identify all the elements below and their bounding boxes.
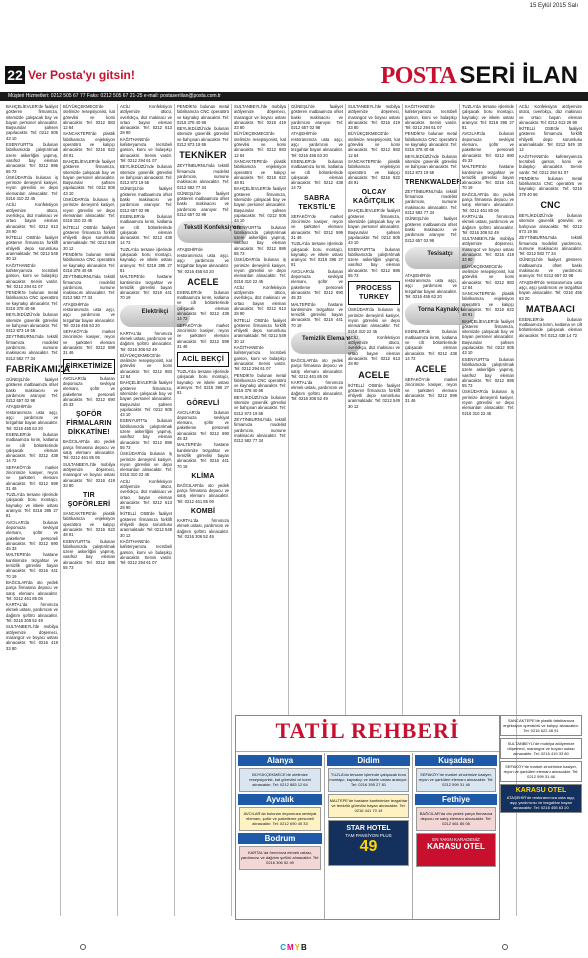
- ad-text: ESENYURT'ta bulunan fabrikamızda çalıştırılmak üzere askerliğini yapmış, vasıfsız bay eleman alınacaktır. Tel: 0212 886 55 73: [6, 142, 58, 174]
- tatil-column-3: [412, 753, 499, 919]
- ad-text: BEYLİKDÜZÜ'nde bulunan sitemize güvenlik görevlisi ve bahçıvan alınacaktır. Tel: 0212 873 19 55: [234, 394, 286, 416]
- ad-text: SULTANBEYLİ'de mobilya atölyemize döşemeci, marangoz ve boyacı ustası alınacaktır. Tel: 0216 419 33 80: [6, 624, 58, 651]
- ad-text: GÜNEŞLİ'de faaliyet gösteren matbaamıza ofset baskı makinacısı ve yardımcısı aranıyor. Tel: 0212 657 02 98: [6, 376, 58, 404]
- column-2: [63, 104, 115, 916]
- tekstil-badge: Tekstil Konfeksiyon: [177, 221, 247, 243]
- column-divider: [231, 104, 232, 916]
- ad-text: PENDİK'te bulunan metal fabrikamıza CNC operatörü ve kaynakçı alınacaktır. Tel: 0216 378 40 66: [519, 175, 582, 197]
- ad-text: ATAŞEHİR'de restoranımıza usta aşçı, aşçı yardımcısı ve tezgahtar bayan alınacaktır. Tel: 0216 455 63 20: [6, 404, 58, 431]
- ad-text: SEFAKÖY'de market zincirimize kasiyer, reyon ve şarküteri elemanı alınacaktır. Tel: 0212 599 31 46: [63, 329, 115, 356]
- ad-text: ESENYURT'ta bulunan fabrikamızda çalıştırılmak üzere askerliğini yapmış, vasıfsız bay eleman alınacaktır. Tel: 0212 886 55 73: [120, 418, 172, 450]
- category-heading: PROCESS TURKEY: [348, 281, 400, 305]
- star-hotel-note: TAM PANSİYON PLUS: [345, 833, 392, 838]
- hotel-ad: MALTEPE'de hastane kantinimize tezgahtar ve temizlik görevlisi bayan alınacaktır. Tel: 0216 441 70 19: [328, 794, 409, 818]
- ad-text: AVCILAR'da bulunan depomuza sevkiyat elemanı, şoför ve paketleme personeli alınacaktır. Tel: 0212 690 45 33: [177, 409, 229, 442]
- city-label: Fethiye: [415, 794, 497, 805]
- ad-text: KARTAL'da fırınımıza ekmek ustası, yardımcısı ve dağıtım şoförü alınacaktır. Tel: 0216 306 52 49: [6, 602, 58, 624]
- tatil-column-1: [236, 753, 324, 919]
- ad-text: İKİTELLİ OSB'de faaliyet gösteren firmamıza forklift ehliyetli depo sorumlusu aranmaktadır. Tel: 0212 549 30 12: [6, 235, 58, 262]
- cmyk-k-icon: B: [301, 943, 308, 952]
- right-ad: [500, 784, 582, 813]
- ad-text: AVCILAR'da bulunan depomuza sevkiyat elemanı, şoför ve paketleme personeli alınacaktır. Tel: 0212 690 45 33: [462, 131, 514, 163]
- ad-text: BEYLİKDÜZÜ'nde bulunan sitemize güvenlik görevlisi ve bahçıvan alınacaktır. Tel: 0212 873 19 55: [177, 126, 229, 148]
- ad-text: SULTANBEYLİ'de mobilya atölyemize döşemeci, marangoz ve boyacı ustası alınacaktır. Tel: 0216 419 33 80: [348, 104, 400, 131]
- right-ad: [500, 761, 582, 782]
- ad-text: İKİTELLİ OSB'de faaliyet gösteren firmamıza forklift ehliyetli depo sorumlusu aranmaktadır. Tel: 0212 549 30 12: [120, 511, 172, 538]
- ad-text: ZEYTİNBURNU'nda tekstil firmamıza modelist yardımcısı, numune makinacısı alınacaktır. Tel: 0212 582 77 34: [63, 274, 115, 301]
- ad-text: MALTEPE'de hastane kantinimize tezgahtar ve temizlik görevlisi bayan alınacaktır. Tel: 0216 441 70 19: [177, 442, 229, 469]
- category-heading: ACİL BEKÇİ: [177, 352, 229, 367]
- ad-text: ESENLER'de bulunan matbaamıza kırım, katlama ve cilt bölümlerinde çalışacak eleman alınacaktır. Tel: 0212 438 14 72: [177, 289, 229, 322]
- hotel-ad: BÜYÜKÇEKMECE'de otelimize resepsiyonist, kat görevlisi ve komi alınacaktır. Tel: 0212 883 12 64: [239, 768, 321, 792]
- column-4: [177, 104, 241, 916]
- ad-text: MALTEPE'de hastane kantinimize tezgahtar ve temizlik görevlisi bayan alınacaktır. Tel: 0216 441 70 19: [6, 552, 58, 579]
- ad-text: İKİTELLİ OSB'de faaliyet gösteren firmamıza forklift ehliyetli depo sorumlusu aranmaktadır. Tel: 0212 549 30 12: [234, 317, 286, 344]
- city-label: Kuşadası: [415, 755, 497, 766]
- right-ad: [500, 715, 582, 736]
- ad-text: SANCAKTEPE'de plastik fabrikamıza enjeksiyon operatörü ve kalıpçı alınacaktır. Tel: 0216 622 48 91: [462, 291, 514, 318]
- ad-text: BAHÇELİEVLER'de faaliyet gösteren firmamıza, sitemizde çalışacak bay ve bayan personel alınacaktır. Başvurular şahsen yapılacaktır. Tel: 0212 505 43 10: [348, 208, 400, 246]
- tagline: Ver Posta'yı gitsin!: [28, 68, 135, 82]
- category-heading: ACELE: [415, 364, 447, 375]
- ad-text: BAĞCILAR'da oto yedek parça firmasına depocu ve satış elemanı alınacaktır. Tel: 0212 461 85 06: [6, 579, 58, 601]
- ad-text: ACİL! Konfeksiyon atölyemize ütücü, overlokçu, düz makinacı ve ortacı bayan eleman alınacaktır. Tel: 0212 613 28 90: [234, 284, 286, 317]
- page-number: 22: [5, 66, 25, 84]
- tatil-column-2: [324, 753, 412, 919]
- ad-text: KAĞITHANE'de kafeteryamıza tecrübeli garson, komi ve bulaşıkçı alınacaktır. Servis vardır. Tel: 0212 294 61 07: [519, 153, 582, 175]
- right-ad-text: SEFAKÖY'de market zincirimize kasiyer, reyon ve şarküteri elemanı alınacaktır. Tel: 0212 599 31 46: [503, 764, 579, 779]
- ad-text: ESENLER'de bulunan matbaamıza kırım, katlama ve cilt bölümlerinde çalışacak eleman alınacaktır. Tel: 0212 438 14 72: [519, 316, 582, 338]
- ad-text: AVCILAR'da bulunan depomuza sevkiyat elemanı, şoför ve paketleme personeli alınacaktır. Tel: 0212 690 45 33: [63, 375, 115, 408]
- logo-posta: POSTA: [380, 63, 457, 89]
- ad-text: ÜSKÜDAR'da bulunan iş yerimize deneyimli kasiyer, reyon görevlisi ve depo elemanları alınacaktır. Tel: 0216 310 22 45: [348, 307, 400, 334]
- ad-text: BÜYÜKÇEKMECE'de otelimize resepsiyonist, kat görevlisi ve komi alınacaktır. Tel: 0212 883 12 64: [462, 263, 514, 290]
- category-heading: CNC: [540, 200, 561, 211]
- ad-text: PENDİK'te bulunan metal fabrikamıza CNC operatörü ve kaynakçı alınacaktır. Tel: 0216 378 40 66: [234, 372, 286, 394]
- ad-text: ÜSKÜDAR'da bulunan iş yerimize deneyimli kasiyer, reyon görevlisi ve depo elemanları alınacaktır. Tel: 0216 310 22 45: [6, 174, 58, 202]
- hotel-ad: AVCILAR'da bulunan depomuza sevkiyat elemanı, şoför ve paketleme personeli alınacaktır. Tel: 0212 690 45 33: [239, 807, 321, 831]
- ad-text: ESENYURT'ta bulunan fabrikamızda çalıştırılmak üzere askerliğini yapmış, vasıfsız bay eleman alınacaktır. Tel: 0212 886 55 73: [348, 246, 400, 279]
- tatil-header: [236, 716, 499, 752]
- ad-text: GÜNEŞLİ'de faaliyet gösteren matbaamıza ofset baskı makinacısı ve yardımcısı aranıyor. Tel: 0212 657 02 98: [405, 216, 457, 243]
- city-label: Bodrum: [238, 833, 322, 844]
- ad-text: ZEYTİNBURNU'nda tekstil firmamıza modelist yardımcısı, numune makinacısı alınacaktır. Tel: 0212 582 77 34: [177, 163, 229, 190]
- ad-text: BÜYÜKÇEKMECE'de otelimize resepsiyonist, kat görevlisi ve komi alınacaktır. Tel: 0212 883 12 64: [348, 131, 400, 158]
- ad-text: KAĞITHANE'de kafeteryamıza tecrübeli garson, komi ve bulaşıkçı alınacaktır. Servis vardır. Tel: 0212 294 61 07: [120, 538, 172, 566]
- city-label: Didim: [327, 755, 410, 766]
- tatil-rehberi-block: [235, 715, 500, 920]
- ad-text: KARTAL'da fırınımıza ekmek ustası, yardımcısı ve dağıtım şoförü alınacaktır. Tel: 0216 306 52 49: [177, 518, 229, 539]
- ad-text: ESENYURT'ta bulunan fabrikamızda çalıştırılmak üzere askerliğini yapmış, vasıfsız bay eleman alınacaktır. Tel: 0212 886 55 73: [234, 224, 286, 257]
- ad-text: GÜNEŞLİ'de faaliyet gösteren matbaamıza ofset baskı makinacısı ve yardımcısı aranıyor. Tel: 0212 657 02 98: [120, 186, 172, 213]
- ad-text: İKİTELLİ OSB'de faaliyet gösteren firmamıza forklift ehliyetli depo sorumlusu aranmaktadır. Tel: 0212 549 30 12: [348, 382, 400, 409]
- ad-text: KARTAL'da fırınımıza ekmek ustası, yardımcısı ve dağıtım şoförü alınacaktır. Tel: 0216 306 52 49: [120, 330, 172, 352]
- star-hotel-price: 49: [359, 838, 378, 855]
- column-3: [120, 104, 172, 916]
- print-footer: [0, 936, 588, 958]
- right-ad-stack: [500, 715, 582, 920]
- ad-text: BAĞCILAR'da oto yedek parça firmasına depocu ve satış elemanı alınacaktır. Tel: 0212 461 85 06: [63, 439, 115, 461]
- ad-text: BAĞCILAR'da oto yedek parça firmasına depocu ve satış elemanı alınacaktır. Tel: 0212 461 85 06: [291, 357, 343, 379]
- ad-text: BÜYÜKÇEKMECE'de otelimize resepsiyonist, kat görevlisi ve komi alınacaktır. Tel: 0212 883 12 64: [120, 352, 172, 380]
- right-ad-text: SANCAKTEPE'de plastik fabrikamıza enjeksiyon operatörü ve kalıpçı alınacaktır. Tel: 0216 622 48 91: [503, 718, 579, 733]
- tesisatci-badge: Tesisatçı: [405, 247, 475, 269]
- category-heading: GÖREVLİ: [186, 399, 220, 407]
- hotel-ad: BAĞCILAR'da oto yedek parça firmasına depocu ve satış elemanı alınacaktır. Tel: 0212 461 85 06: [416, 807, 496, 831]
- ad-text: ZEYTİNBURNU'nda tekstil firmamıza modelist yardımcısı, numune makinacısı alınacaktır. Tel: 0212 582 77 34: [6, 334, 58, 361]
- ad-text: ESENYURT'ta bulunan fabrikamızda çalıştırılmak üzere askerliğini yapmış, vasıfsız bay eleman alınacaktır. Tel: 0212 886 55 73: [63, 538, 115, 571]
- ad-text: MALTEPE'de hastane kantinimize tezgahtar ve temizlik görevlisi bayan alınacaktır. Tel: 0216 441 70 19: [291, 301, 343, 328]
- ad-text: SANCAKTEPE'de plastik fabrikamıza enjeksiyon operatörü ve kalıpçı alınacaktır. Tel: 0216 622 48 91: [63, 131, 115, 158]
- ad-text: ESENYURT'ta bulunan fabrikamızda çalıştırılmak üzere askerliğini yapmış, vasıfsız bay eleman alınacaktır. Tel: 0212 886 55 73: [462, 356, 514, 389]
- ad-text: TUZLA'da tersane işlerinde çalışacak boru montajcı, kaynakçı ve iskele ustası aranıyor. Tel: 0216 395 27 81: [291, 241, 343, 268]
- ad-text: ESENLER'de bulunan matbaamıza kırım, katlama ve cilt bölümlerinde çalışacak eleman alınacaktır. Tel: 0212 438 14 72: [291, 158, 343, 191]
- cmyk-mark: [280, 943, 308, 952]
- ad-text: SANCAKTEPE'de plastik fabrikamıza enjeksiyon operatörü ve kalıpçı alınacaktır. Tel: 0216 622 48 91: [234, 158, 286, 186]
- ad-text: İKİTELLİ OSB'de faaliyet gösteren firmamıza forklift ehliyetli depo sorumlusu aranmaktadır. Tel: 0212 549 30 12: [519, 126, 582, 153]
- column-divider: [60, 104, 61, 916]
- cmyk-y-icon: Y: [294, 943, 302, 952]
- ad-text: ÜSKÜDAR'da bulunan iş yerimize deneyimli kasiyer, reyon görevlisi ve depo elemanları alınacaktır. Tel: 0216 310 22 45: [462, 389, 514, 416]
- ad-text: MALTEPE'de hastane kantinimize tezgahtar ve temizlik görevlisi bayan alınacaktır. Tel: 0216 441 70 19: [120, 274, 172, 301]
- ad-text: ACİL! Konfeksiyon atölyemize ütücü, overlokçu, düz makinacı ve ortacı bayan eleman alınacaktır. Tel: 0212 613 28 90: [120, 104, 172, 136]
- column-divider: [117, 104, 118, 916]
- ad-text: BEYLİKDÜZÜ'nde bulunan sitemize güvenlik görevlisi ve bahçıvan alınacaktır. Tel: 0212 873 19 55: [6, 312, 58, 334]
- hotel-ad: TUZLA'da tersane işlerinde çalışacak boru montajcı, kaynakçı ve iskele ustası aranıyor. Tel: 0216 395 27 81: [328, 768, 409, 792]
- karasu-otel-ad: [416, 833, 496, 867]
- ad-text: ZEYTİNBURNU'nda tekstil firmamıza modelist yardımcısı, numune makinacısı alınacaktır. Tel: 0212 582 77 34: [405, 188, 457, 216]
- ad-text: ATAŞEHİR'de restoranımıza usta aşçı, aşçı yardımcısı ve tezgahtar bayan alınacaktır. Tel: 0216 455 63 20: [405, 272, 457, 300]
- ad-text: SANCAKTEPE'de plastik fabrikamıza enjeksiyon operatörü ve kalıpçı alınacaktır. Tel: 0216 622 48 91: [63, 511, 115, 538]
- ad-text: ÜSKÜDAR'da bulunan iş yerimize deneyimli kasiyer, reyon görevlisi ve depo elemanları alınacaktır. Tel: 0216 310 22 45: [63, 197, 115, 224]
- cmyk-m-icon: M: [286, 943, 295, 952]
- ad-text: ATAŞEHİR'de restoranımıza usta aşçı, aşçı yardımcısı ve tezgahtar bayan alınacaktır. Tel: 0216 455 63 20: [63, 301, 115, 328]
- tatil-grid: [236, 753, 499, 919]
- column-1: [6, 104, 71, 916]
- category-heading: OLCAY KAĞITÇILIK: [352, 189, 396, 206]
- city-label: Alanya: [238, 755, 322, 766]
- star-hotel-ad: [328, 820, 409, 866]
- ad-text: BEYLİKDÜZÜ'nde bulunan sitemize güvenlik görevlisi ve bahçıvan alınacaktır. Tel: 0212 873 19 55: [405, 153, 457, 175]
- issue-date: 15 Eylül 2015 Salı: [529, 3, 578, 9]
- ad-text: ZEYTİNBURNU'nda tekstil firmamıza modelist yardımcısı, numune makinacısı alınacaktır. Tel: 0212 582 77 34: [234, 416, 286, 444]
- ad-text: ESENLER'de bulunan matbaamıza kırım, katlama ve cilt bölümlerinde çalışacak eleman alınacaktır. Tel: 0212 438 14 72: [120, 213, 172, 246]
- ad-text: ACİL! Konfeksiyon atölyemize ütücü, overlokçu, düz makinacı ve ortacı bayan eleman alınacaktır. Tel: 0212 613 28 90: [6, 202, 58, 234]
- category-heading: ACELE: [187, 276, 219, 287]
- city-label: Ayvalık: [238, 794, 322, 805]
- ad-text: AVCILAR'da bulunan depomuza sevkiyat elemanı, şoför ve paketleme personeli alınacaktır. Tel: 0212 690 45 33: [291, 268, 343, 301]
- ad-text: BÜYÜKÇEKMECE'de otelimize resepsiyonist, kat görevlisi ve komi alınacaktır. Tel: 0212 883 12 64: [63, 104, 115, 131]
- category-heading: KOMBİ: [190, 508, 216, 516]
- ad-text: GÜNEŞLİ'de faaliyet gösteren matbaamıza ofset baskı makinacısı ve yardımcısı aranıyor. Tel: 0212 657 02 98: [519, 257, 582, 279]
- contact-bar: Müşteri Hizmetleri: 0212 505 67 77 Faks: 0212 505 67 21-25 e-mail: postaseriilan@posta.com.tr: [0, 92, 588, 101]
- category-heading: TEKNİKER: [179, 150, 227, 161]
- ad-text: ATAŞEHİR'de restoranımıza usta aşçı, aşçı yardımcısı ve tezgahtar bayan alınacaktır. Tel: 0216 455 63 20: [291, 131, 343, 158]
- ad-text: ESENLER'de bulunan matbaamıza kırım, katlama ve cilt bölümlerinde çalışacak eleman alınacaktır. Tel: 0212 438 14 72: [405, 329, 457, 361]
- torna-badge: Torna Kaynakçı: [405, 303, 475, 325]
- ad-text: KAĞITHANE'de kafeteryamıza tecrübeli garson, komi ve bulaşıkçı alınacaktır. Servis vardır. Tel: 0212 294 61 07: [120, 136, 172, 163]
- ad-text: KARTAL'da fırınımıza ekmek ustası, yardımcısı ve dağıtım şoförü alınacaktır. Tel: 0216 306 52 49: [462, 213, 514, 235]
- ad-text: KARTAL'da fırınımıza ekmek ustası, yardımcısı ve dağıtım şoförü alınacaktır. Tel: 0216 306 52 49: [291, 380, 343, 402]
- ad-text: KAĞITHANE'de kafeteryamıza tecrübeli garson, komi ve bulaşıkçı alınacaktır. Servis vardır. Tel: 0212 294 61 07: [6, 262, 58, 289]
- right-ad-text: ATAŞEHİR'de restoranımıza usta aşçı, aşçı yardımcısı ve tezgahtar bayan alınacaktır. Tel: 0216 455 63 20: [506, 795, 576, 810]
- newspaper-logo: [381, 62, 578, 90]
- ad-text: PENDİK'te bulunan metal fabrikamıza CNC operatörü ve kaynakçı alınacaktır. Tel: 0216 378 40 66: [6, 290, 58, 311]
- category-heading: MATBAACI: [526, 303, 575, 314]
- ad-text: PENDİK'te bulunan metal fabrikamıza CNC operatörü ve kaynakçı alınacaktır. Tel: 0216 378 40 66: [63, 252, 115, 273]
- category-heading: KLİMA: [191, 472, 215, 480]
- hotel-ad: KARTAL'da fırınımıza ekmek ustası, yardımcısı ve dağıtım şoförü alınacaktır. Tel: 0216 306 52 49: [239, 846, 321, 870]
- karasu-name: KARASU OTEL: [427, 842, 485, 851]
- ad-text: BAĞCILAR'da oto yedek parça firmasına depocu ve satış elemanı alınacaktır. Tel: 0212 461 85 06: [462, 191, 514, 213]
- ad-text: AVCILAR'da bulunan depomuza sevkiyat elemanı, şoför ve paketleme personeli alınacaktır. Tel: 0212 690 45 33: [6, 519, 58, 552]
- category-heading: ACELE: [358, 369, 390, 380]
- ad-text: BAHÇELİEVLER'de faaliyet gösteren firmamıza, sitemizde çalışacak bay ve bayan personel alınacaktır. Başvurular şahsen yapılacaktır. Tel: 0212 505 43 10: [462, 318, 514, 356]
- category-heading: TRENKWALDER: [405, 178, 462, 186]
- registration-mark-icon: [80, 944, 86, 950]
- ad-text: ACİL! Konfeksiyon atölyemize ütücü, overlokçu, düz makinacı ve ortacı bayan eleman alınacaktır. Tel: 0212 613 28 90: [519, 104, 582, 125]
- category-heading: ŞİRKETİMİZE: [63, 359, 115, 374]
- ad-text: TUZLA'da tersane işlerinde çalışacak boru montajcı, kaynakçı ve iskele ustası aranıyor. Tel: 0216 395 27 81: [6, 492, 58, 519]
- ad-text: TUZLA'da tersane işlerinde çalışacak boru montajcı, kaynakçı ve iskele ustası aranıyor. Tel: 0216 395 27 81: [120, 246, 172, 273]
- ad-text: KAĞITHANE'de kafeteryamıza tecrübeli garson, komi ve bulaşıkçı alınacaktır. Servis vardır. Tel: 0212 294 61 07: [405, 104, 457, 131]
- ad-text: GÜNEŞLİ'de faaliyet gösteren matbaamıza ofset baskı makinacısı ve yardımcısı aranıyor. Tel: 0212 657 02 98: [291, 104, 343, 131]
- column-divider: [174, 104, 175, 916]
- ad-text: SEFAKÖY'de market zincirimize kasiyer, reyon ve şarküteri elemanı alınacaktır. Tel: 0212 599 31 46: [177, 322, 229, 349]
- ad-text: ZEYTİNBURNU'nda tekstil firmamıza modelist yardımcısı, numune makinacısı alınacaktır. Tel: 0212 582 77 34: [519, 235, 582, 257]
- ad-text: BAHÇELİEVLER'de faaliyet gösteren firmamıza, sitemizde çalışacak bay ve bayan personel alınacaktır. Başvurular şahsen yapılacaktır. Tel: 0212 505 43 10: [6, 104, 58, 141]
- tatil-title: TATİL REHBERİ: [275, 718, 460, 743]
- ad-text: TUZLA'da tersane işlerinde çalışacak boru montajcı, kaynakçı ve iskele ustası aranıyor. Tel: 0216 395 27 81: [462, 104, 514, 131]
- ad-text: ATAŞEHİR'de restoranımıza usta aşçı, aşçı yardımcısı ve tezgahtar bayan alınacaktır. Tel: 0216 455 63 20: [177, 247, 229, 274]
- cmyk-c-icon: C: [280, 943, 287, 952]
- ad-text: SANCAKTEPE'de plastik fabrikamıza enjeksiyon operatörü ve kalıpçı alınacaktır. Tel: 0216 622 48 91: [348, 158, 400, 186]
- ad-text: MALTEPE'de hastane kantinimize tezgahtar ve temizlik görevlisi bayan alınacaktır. Tel: 0216 441 70 19: [462, 164, 514, 191]
- registration-mark-icon: [502, 944, 508, 950]
- ad-text: PENDİK'te bulunan metal fabrikamıza CNC operatörü ve kaynakçı alınacaktır. Tel: 0216 378 40 66: [177, 104, 229, 125]
- right-ad-text: SULTANBEYLİ'de mobilya atölyemize döşemeci, marangoz ve boyacı ustası alınacaktır. Tel: 0216 419 33 80: [507, 741, 575, 756]
- ad-text: SEFAKÖY'de market zincirimize kasiyer, reyon ve şarküteri elemanı alınacaktır. Tel: 0212 599 31 46: [405, 377, 457, 404]
- karasu-note: EN YAKIN KARADENİZ: [432, 837, 480, 842]
- ad-text: ACİL! Konfeksiyon atölyemize ütücü, overlokçu, düz makinacı ve ortacı bayan eleman alınacaktır. Tel: 0212 613 28 90: [120, 478, 172, 511]
- ad-text: BAHÇELİEVLER'de faaliyet gösteren firmamıza, sitemizde çalışacak bay ve bayan personel alınacaktır. Başvurular şahsen yapılacaktır. Tel: 0212 505 43 10: [234, 186, 286, 224]
- ad-text: ACİL! Konfeksiyon atölyemize ütücü, overlokçu, düz makinacı ve ortacı bayan eleman alınacaktır. Tel: 0212 613 28 90: [348, 334, 400, 367]
- category-heading: SABRA TEKSTİL'E: [298, 194, 336, 211]
- ad-text: BEYLİKDÜZÜ'nde bulunan sitemize güvenlik görevlisi ve bahçıvan alınacaktır. Tel: 0212 873 19 55: [519, 213, 582, 234]
- logo-seri-ilan: SERİ İLAN: [459, 62, 578, 89]
- ad-text: KAĞITHANE'de kafeteryamıza tecrübeli garson, komi ve bulaşıkçı alınacaktır. Servis vardır. Tel: 0212 294 61 07: [234, 345, 286, 372]
- temizlik-badge: Temizlik Elemanı: [291, 332, 361, 354]
- category-heading: ŞOFÖR FİRMALARIN DİKKATİNE!: [66, 411, 112, 437]
- ad-text: ESENLER'de bulunan matbaamıza kırım, katlama ve cilt bölümlerinde çalışacak eleman alınacaktır. Tel: 0212 438 14 72: [6, 431, 58, 464]
- ad-text: BAHÇELİEVLER'de faaliyet gösteren firmamıza, sitemizde çalışacak bay ve bayan personel alınacaktır. Başvurular şahsen yapılacaktır. Tel: 0212 505 43 10: [63, 158, 115, 196]
- ad-text: TUZLA'da tersane işlerinde çalışacak boru montajcı, kaynakçı ve iskele ustası aranıyor. Tel: 0216 395 27 81: [177, 369, 229, 396]
- ad-text: ÜSKÜDAR'da bulunan iş yerimize deneyimli kasiyer, reyon görevlisi ve depo elemanları alınacaktır. Tel: 0216 310 22 45: [234, 257, 286, 284]
- category-heading: FABRİKAMIZA: [6, 363, 71, 374]
- ad-text: ATAŞEHİR'de restoranımıza usta aşçı, aşçı yardımcısı ve tezgahtar bayan alınacaktır. Tel: 0216 455 63 20: [519, 279, 582, 301]
- ad-text: SEFAKÖY'de market zincirimize kasiyer, reyon ve şarküteri elemanı alınacaktır. Tel: 0212 599 31 46: [291, 213, 343, 240]
- page-header: [0, 62, 588, 90]
- ad-text: BAĞCILAR'da oto yedek parça firmasına depocu ve satış elemanı alınacaktır. Tel: 0212 461 85 06: [177, 482, 229, 504]
- ad-text: SULTANBEYLİ'de mobilya atölyemize döşemeci, marangoz ve boyacı ustası alınacaktır. Tel: 0216 419 33 80: [462, 236, 514, 263]
- ad-text: ÜSKÜDAR'da bulunan iş yerimize deneyimli kasiyer, reyon görevlisi ve depo elemanları alınacaktır. Tel: 0216 310 22 45: [120, 451, 172, 478]
- hotel-ad: SEFAKÖY'de market zincirimize kasiyer, reyon ve şarküteri elemanı alınacaktır. Tel: 0212 599 31 46: [416, 768, 496, 792]
- ad-text: SULTANBEYLİ'de mobilya atölyemize döşemeci, marangoz ve boyacı ustası alınacaktır. Tel: 0216 419 33 80: [234, 104, 286, 131]
- ad-text: İKİTELLİ OSB'de faaliyet gösteren firmamıza forklift ehliyetli depo sorumlusu aranmaktadır. Tel: 0212 549 30 12: [63, 224, 115, 251]
- ad-text: PENDİK'te bulunan metal fabrikamıza CNC operatörü ve kaynakçı alınacaktır. Tel: 0216 378 40 66: [405, 131, 457, 153]
- star-hotel-name: STAR HOTEL: [346, 825, 391, 832]
- right-ad-title: KARASU OTEL: [515, 787, 567, 794]
- elektrikci-badge: Elektrikçi: [120, 305, 190, 327]
- ad-text: SULTANBEYLİ'de mobilya atölyemize döşemeci, marangoz ve boyacı ustası alınacaktır. Tel: 0216 419 33 80: [63, 461, 115, 488]
- ad-text: BÜYÜKÇEKMECE'de otelimize resepsiyonist, kat görevlisi ve komi alınacaktır. Tel: 0212 883 12 64: [234, 131, 286, 158]
- ad-text: SEFAKÖY'de market zincirimize kasiyer, reyon ve şarküteri elemanı alınacaktır. Tel: 0212 599 31 46: [6, 464, 58, 491]
- right-ad: [500, 738, 582, 759]
- ad-text: BEYLİKDÜZÜ'nde bulunan sitemize güvenlik görevlisi ve bahçıvan alınacaktır. Tel: 0212 873 19 55: [120, 164, 172, 186]
- ad-text: BAHÇELİEVLER'de faaliyet gösteren firmamıza, sitemizde çalışacak bay ve bayan personel alınacaktır. Başvurular şahsen yapılacaktır. Tel: 0212 505 43 10: [120, 380, 172, 418]
- category-heading: TIR ŞOFÖRLERİ: [67, 492, 111, 509]
- ad-text: GÜNEŞLİ'de faaliyet gösteren matbaamıza ofset baskı makinacısı ve yardımcısı aranıyor. Tel: 0212 657 02 98: [177, 190, 229, 218]
